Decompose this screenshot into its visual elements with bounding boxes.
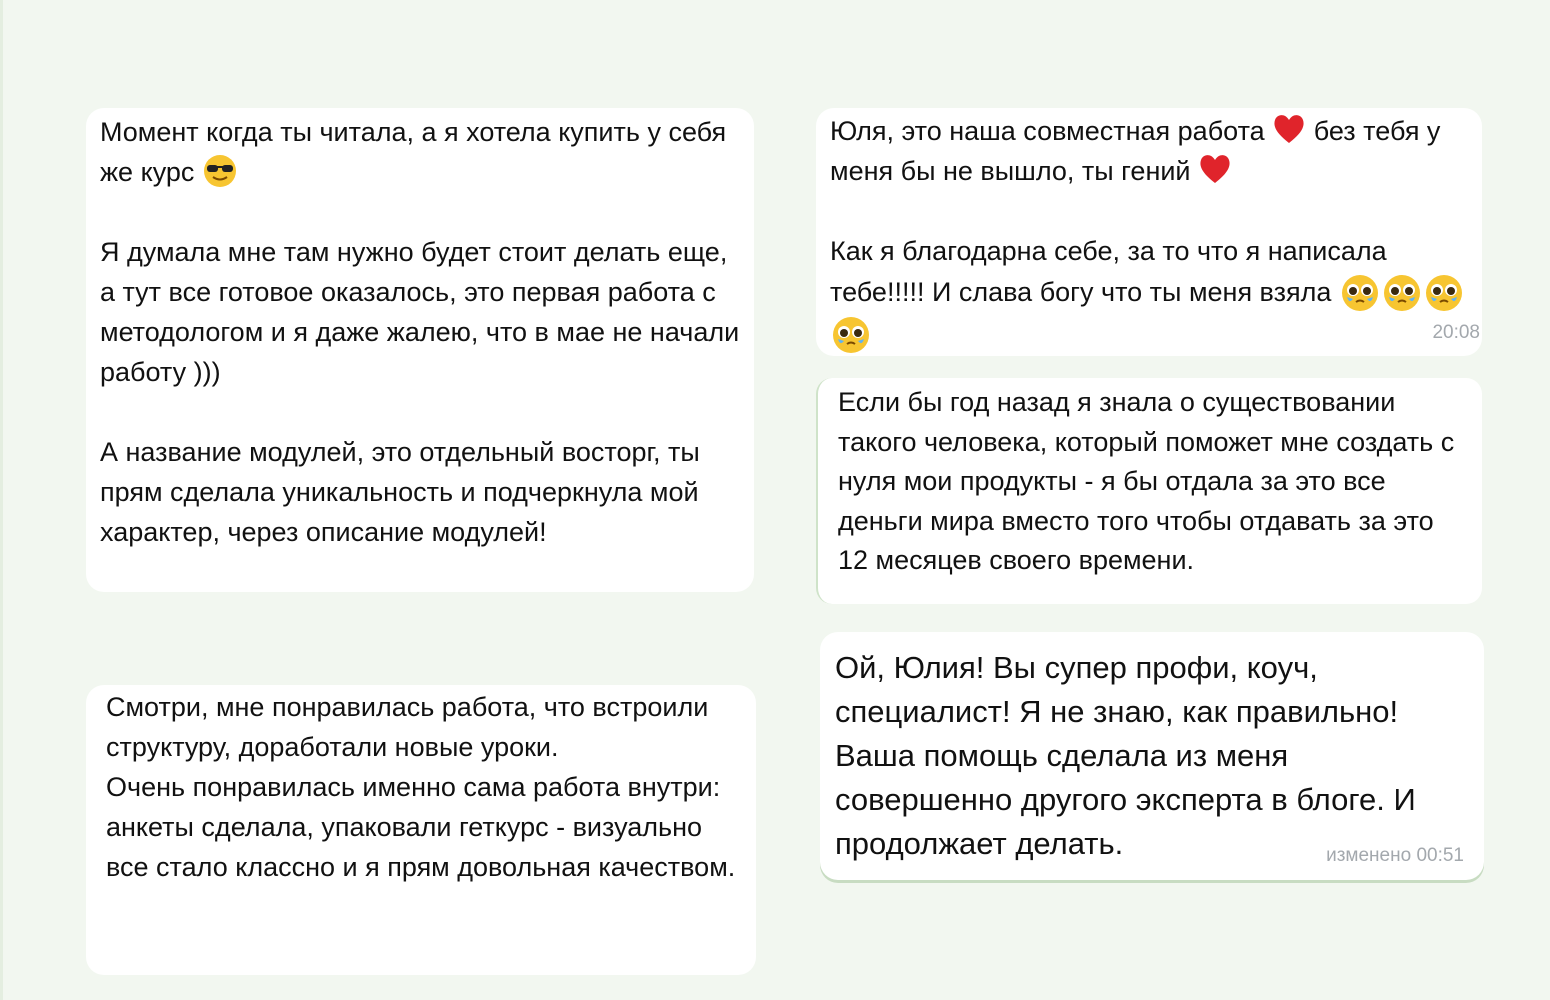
message-text: Смотри, мне понравилась работа, что встроили структуру, доработали новые уроки. [106,692,716,762]
message-text: Момент когда ты читала, а я хотела купить у себя же курс [100,117,734,187]
pleading-face-icon [1381,271,1423,313]
message-text: Ой, Юлия! Вы супер профи, коуч, специалист! Я не знаю, как правильно! Ваша помощь сделала из меня совершенно другого эксперта в блоге. И продолжает делать. [835,650,1425,861]
message-bubble[interactable] [816,108,1482,356]
message-bubble[interactable] [820,632,1484,880]
message-text: Очень понравилась именно сама работа внутри: анкеты сделала, упаковали геткурс - визуально все стало классно и я прям довольная качеством. [106,772,736,882]
pleading-face-icon [1423,271,1465,313]
pleading-face-icon [1339,271,1381,313]
pleading-face-icon [830,313,872,355]
red-heart-icon [1198,152,1232,186]
message-text: Как я благодарна себе, за то что я написала тебе!!!!! И слава богу что ты меня взяла [830,231,1468,355]
message-timestamp: 20:08 [1432,322,1480,343]
message-bubble[interactable] [816,378,1482,604]
message-text: А название модулей, это отдельный восторг, ты прям сделала уникальность и подчеркнула мой характер, через описание модулей! [100,437,708,547]
message-text: Юля, это наша совместная работа без тебя у меня бы не вышло, ты гений [830,111,1468,191]
red-heart-icon [1272,112,1306,146]
message-text: Если бы год назад я знала о существовании такого человека, который поможет мне создать с нуля мои продукты - я бы отдала за это все деньги мира вместо того чтобы отдавать за это 12 месяцев своего времени. [838,387,1462,575]
message-bubble[interactable] [86,108,754,592]
message-bubble[interactable] [86,685,756,975]
message-text: Я думала мне там нужно будет стоит делать еще, а тут все готовое оказалось, это первая работа с методологом и я даже жалею, что в мае не начали работу ))) [100,237,747,387]
message-edited-timestamp: изменено 00:51 [1326,845,1464,866]
sunglasses-face-icon [202,153,238,189]
